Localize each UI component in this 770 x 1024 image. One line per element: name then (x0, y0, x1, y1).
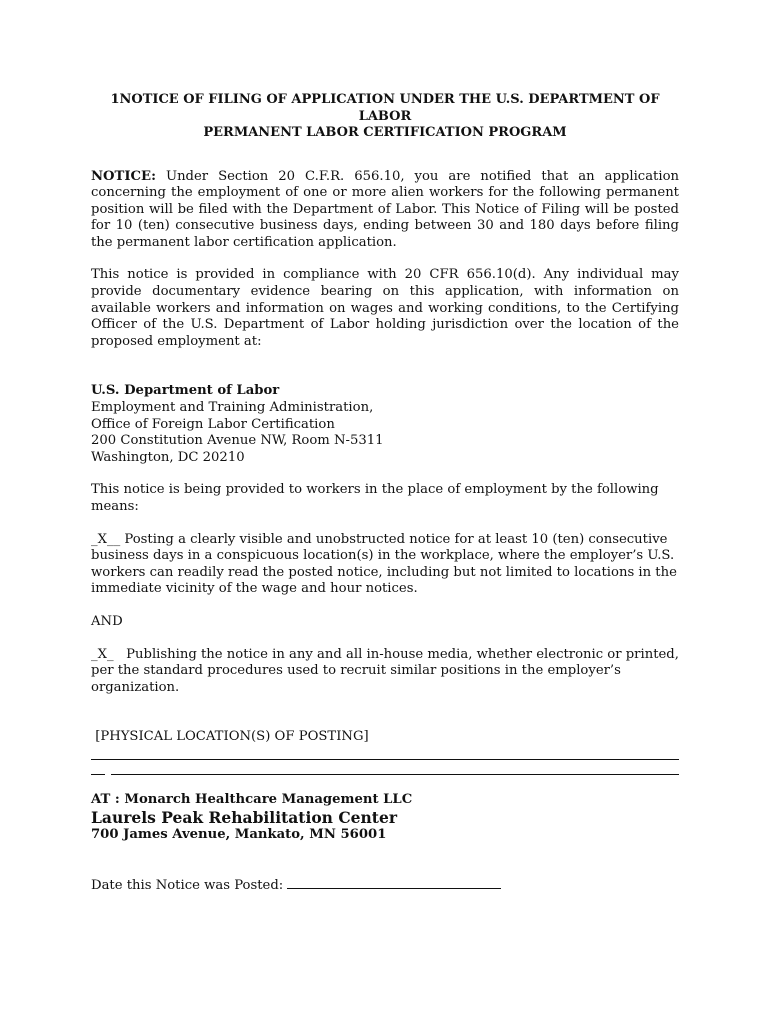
option-publishing (91, 647, 679, 697)
address-line-1: Employment and Training Administration, (91, 400, 374, 416)
document-title (91, 92, 679, 142)
notice-document (91, 92, 679, 895)
posting-location-label: [PHYSICAL LOCATION(S) OF POSTING] (91, 729, 369, 745)
option-posting-text: Posting a clearly visible and unobstructed notice for at least 10 (ten) consecutive business days in a conspicuous location(s) in the workplace, where the employer’s U.S. workers can readily read the posted notice, including but not limited to locations in the immediate vicinity of the wage and hour notices. (91, 531, 677, 597)
posting-location-line-2 (91, 763, 679, 778)
address-line-2: Office of Foreign Labor Certification (91, 416, 335, 432)
posting-location-line-1 (91, 746, 679, 763)
title-line-1: 1NOTICE OF FILING OF APPLICATION UNDER THE U.S. DEPARTMENT OF (110, 92, 660, 107)
option-posting (91, 532, 679, 598)
date-posted-label: Date this Notice was Posted: (91, 878, 284, 894)
notice-paragraph (91, 169, 679, 252)
and-label: AND (91, 613, 123, 629)
title-line-3: PERMANENT LABOR CERTIFICATION PROGRAM (203, 125, 567, 140)
date-posted-field[interactable] (287, 876, 501, 889)
address-org: U.S. Department of Labor (91, 383, 280, 399)
dol-address (91, 383, 679, 466)
employer-at-line: AT : Monarch Healthcare Management LLC (91, 791, 413, 807)
option-publishing-text: Publishing the notice in any and all in-house media, whether electronic or printed, per the standard procedures used to recruit similar positions in the employer’s organization. (91, 646, 679, 695)
title-line-2: LABOR (358, 108, 412, 124)
employer-facility: Laurels Peak Rehabilitation Center (91, 807, 397, 827)
option-publishing-mark: _X_ (91, 646, 114, 662)
means-intro: This notice is being provided to workers in the place of employment by the following means: (91, 482, 659, 514)
employer-address: 700 James Avenue, Mankato, MN 56001 (91, 826, 387, 842)
notice-label: NOTICE: (91, 168, 156, 184)
address-line-4: Washington, DC 20210 (91, 449, 245, 465)
option-posting-mark: _X__ (91, 531, 121, 547)
employer-block (91, 792, 679, 843)
date-posted-row (91, 876, 679, 895)
address-line-3: 200 Constitution Avenue NW, Room N-5311 (91, 433, 384, 449)
notice-body: Under Section 20 C.F.R. 656.10, you are notified that an application concerning the employment of one or more alien workers for the following permanent position will be filed with the Department of Labor. This Notice of Filing will be posted for 10 (ten) consecutive business days, ending between 30 and 180 days before filing the permanent labor certification application. (91, 168, 680, 250)
compliance-paragraph: This notice is provided in compliance with 20 CFR 656.10(d). Any individual may provide documentary evidence bearing on this application, with information on available workers and information on wages and working conditions, to the Certifying Officer of the U.S. Department of Labor holding jurisdiction over the location of the proposed employment at: (91, 267, 679, 349)
